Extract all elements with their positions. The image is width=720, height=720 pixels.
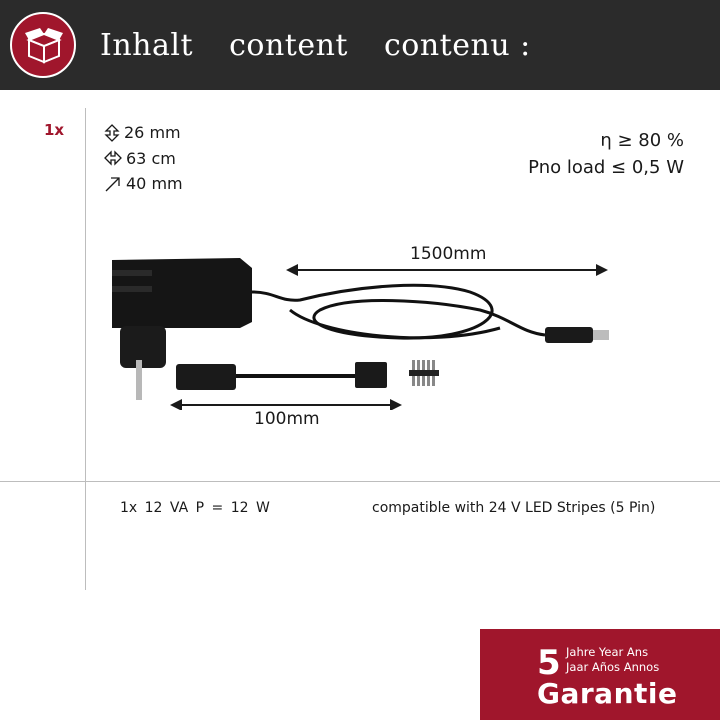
width-arrow-icon: [104, 150, 122, 166]
header-bar: [0, 0, 720, 90]
stripe-connector: [355, 362, 387, 388]
quantity-label: 1x: [44, 121, 65, 139]
compatibility-text: compatible with 24 V LED Stripes (5 Pin): [372, 500, 656, 516]
power-supply-illustration: [100, 230, 620, 410]
rating-text: 1x 12 VA P = 12 W: [120, 500, 270, 516]
spec-block: [528, 127, 684, 181]
depth-arrow-icon: [104, 176, 122, 192]
no-load-text: Pno load ≤ 0,5 W: [528, 157, 684, 178]
adapter-length-label: 100mm: [254, 409, 320, 429]
title-en: content: [229, 28, 348, 63]
title-de: Inhalt: [100, 28, 194, 63]
warranty-line-2: Jaar Años Annos: [566, 660, 660, 674]
dimension-width-value: 63 cm: [126, 148, 176, 168]
warranty-label: Garantie: [537, 677, 678, 710]
warranty-badge: [480, 629, 720, 720]
dimension-depth: [104, 171, 183, 197]
warranty-line-1: Jahre Year Ans: [566, 645, 649, 659]
efficiency-text: η ≥ 80 %: [600, 130, 684, 151]
dc-socket: [176, 364, 236, 390]
header-title: [100, 28, 557, 63]
vertical-divider: [85, 108, 86, 590]
main-cable: [252, 285, 545, 338]
pin-header: [409, 360, 439, 386]
dimension-height-value: 26 mm: [124, 123, 181, 142]
warranty-years-text: [566, 645, 659, 675]
box-icon: [10, 12, 76, 78]
cable-length-label: 1500mm: [410, 244, 487, 264]
warranty-years: 5: [537, 643, 561, 683]
title-fr: contenu :: [384, 28, 531, 63]
dimension-height: [104, 120, 183, 146]
dimension-depth-value: 40 mm: [126, 174, 183, 193]
horizontal-divider: [0, 481, 720, 482]
height-arrow-icon: [104, 124, 120, 142]
dimension-width: [104, 146, 183, 172]
dimensions-list: [104, 120, 183, 197]
dc-plug: [545, 327, 593, 343]
